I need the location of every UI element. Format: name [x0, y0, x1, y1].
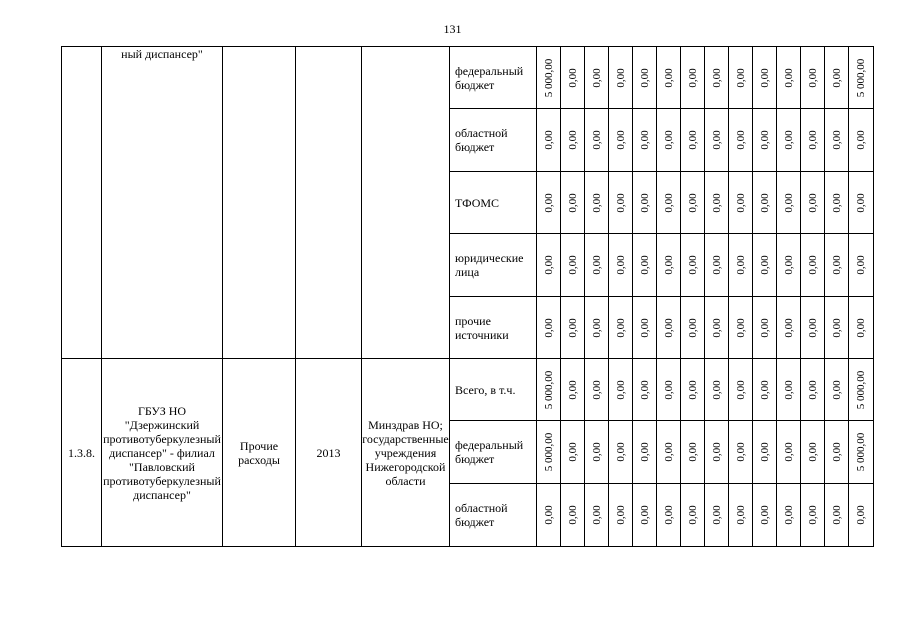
value-text: 0,00	[662, 379, 675, 400]
value-cell	[825, 359, 849, 421]
value-cell	[849, 109, 874, 172]
table-row	[62, 47, 874, 109]
value-cell	[777, 297, 801, 359]
executor	[362, 47, 450, 359]
value-text: 0,00	[590, 255, 603, 275]
value-text: 0,00	[734, 442, 747, 462]
year: 2013	[296, 359, 362, 547]
funding-source: областной бюджет	[450, 109, 537, 172]
value-text: 0,00	[686, 442, 699, 462]
value-cell	[633, 172, 657, 234]
value-text: 0,00	[566, 379, 579, 400]
value-cell	[825, 297, 849, 359]
value-cell	[705, 109, 729, 172]
funding-source: ТФОМС	[450, 172, 537, 234]
value-text: 0,00	[686, 505, 699, 525]
value-text: 0,00	[686, 67, 699, 88]
value-cell	[585, 297, 609, 359]
value-cell	[729, 109, 753, 172]
value-cell	[753, 297, 777, 359]
value-text: 5 000,00	[542, 432, 555, 472]
value-text: 0,00	[566, 255, 579, 275]
value-cell	[849, 484, 874, 547]
expense-type	[223, 47, 296, 359]
value-text: 0,00	[638, 505, 651, 525]
value-cell	[705, 421, 729, 484]
value-cell	[777, 234, 801, 297]
value-text: 0,00	[710, 67, 723, 88]
value-text: 0,00	[830, 379, 843, 400]
value-text: 0,00	[710, 505, 723, 525]
value-cell	[633, 484, 657, 547]
value-text: 0,00	[662, 505, 675, 525]
value-cell	[681, 47, 705, 109]
value-cell	[585, 484, 609, 547]
value-cell	[849, 297, 874, 359]
value-cell	[561, 172, 585, 234]
value-cell	[753, 109, 777, 172]
value-cell	[705, 47, 729, 109]
value-cell	[849, 421, 874, 484]
value-text: 0,00	[758, 255, 771, 275]
value-text: 0,00	[830, 505, 843, 525]
value-text: 0,00	[542, 317, 555, 338]
value-text: 0,00	[638, 255, 651, 275]
value-text: 0,00	[614, 442, 627, 462]
value-cell	[825, 421, 849, 484]
value-cell	[609, 234, 633, 297]
value-cell	[825, 172, 849, 234]
page-number: 131	[443, 22, 462, 36]
value-text: 0,00	[566, 505, 579, 525]
value-text: 0,00	[638, 379, 651, 400]
value-text: 0,00	[662, 442, 675, 462]
value-text: 0,00	[782, 67, 795, 88]
value-cell	[801, 359, 825, 421]
value-text: 0,00	[662, 67, 675, 88]
value-cell	[657, 359, 681, 421]
value-text: 0,00	[614, 130, 627, 150]
value-text: 5 000,00	[855, 432, 867, 472]
value-cell	[801, 421, 825, 484]
value-text: 0,00	[590, 67, 603, 88]
value-cell	[825, 484, 849, 547]
value-cell	[753, 421, 777, 484]
value-text: 0,00	[782, 255, 795, 275]
funding-source: прочие источники	[450, 297, 537, 359]
value-cell	[633, 297, 657, 359]
value-cell	[849, 47, 874, 109]
value-cell	[657, 297, 681, 359]
value-text: 0,00	[782, 130, 795, 150]
value-text: 0,00	[782, 505, 795, 525]
value-text: 0,00	[830, 192, 843, 213]
value-cell	[561, 297, 585, 359]
value-cell	[537, 297, 561, 359]
funding-source: юридические лица	[450, 234, 537, 297]
value-text: 0,00	[566, 67, 579, 88]
value-text: 0,00	[734, 255, 747, 275]
value-cell	[729, 172, 753, 234]
table-row	[62, 359, 874, 421]
value-text: 0,00	[590, 192, 603, 213]
value-cell	[609, 297, 633, 359]
value-cell	[681, 421, 705, 484]
value-text: 0,00	[806, 255, 819, 275]
value-cell	[585, 172, 609, 234]
value-text: 0,00	[758, 379, 771, 400]
value-text: 0,00	[806, 192, 819, 213]
budget-table	[61, 46, 874, 547]
value-text: 5 000,00	[855, 58, 867, 97]
value-cell	[801, 109, 825, 172]
value-text: 0,00	[614, 379, 627, 400]
value-text: 0,00	[806, 442, 819, 462]
funding-source: федеральный бюджет	[450, 47, 537, 109]
value-text: 0,00	[590, 317, 603, 338]
value-text: 5 000,00	[542, 370, 555, 409]
value-text: 0,00	[590, 442, 603, 462]
value-text: 0,00	[686, 379, 699, 400]
value-text: 0,00	[566, 442, 579, 462]
item-number	[62, 47, 102, 359]
value-text: 0,00	[590, 130, 603, 150]
value-text: 0,00	[638, 192, 651, 213]
value-cell	[681, 172, 705, 234]
value-text: 0,00	[566, 130, 579, 150]
value-cell	[537, 172, 561, 234]
value-text: 0,00	[686, 130, 699, 150]
value-cell	[729, 234, 753, 297]
value-cell	[609, 484, 633, 547]
value-cell	[777, 421, 801, 484]
value-cell	[753, 359, 777, 421]
value-cell	[681, 109, 705, 172]
value-text: 0,00	[782, 317, 795, 338]
value-text: 0,00	[638, 317, 651, 338]
value-cell	[561, 109, 585, 172]
value-cell	[825, 234, 849, 297]
value-cell	[705, 297, 729, 359]
item-name: ный диспансер"	[102, 47, 223, 359]
value-text: 0,00	[830, 317, 843, 338]
value-cell	[609, 172, 633, 234]
value-text: 0,00	[614, 255, 627, 275]
value-cell	[681, 359, 705, 421]
value-cell	[801, 172, 825, 234]
value-cell	[537, 421, 561, 484]
value-text: 0,00	[806, 505, 819, 525]
value-cell	[561, 359, 585, 421]
value-cell	[585, 234, 609, 297]
value-cell	[705, 234, 729, 297]
value-text: 0,00	[855, 505, 867, 525]
value-cell	[777, 484, 801, 547]
value-cell	[657, 484, 681, 547]
value-text: 0,00	[614, 317, 627, 338]
value-cell	[633, 234, 657, 297]
value-text: 0,00	[855, 255, 867, 275]
value-text: 0,00	[542, 130, 555, 150]
value-text: 0,00	[614, 67, 627, 88]
value-text: 0,00	[566, 317, 579, 338]
value-text: 0,00	[734, 505, 747, 525]
value-cell	[753, 172, 777, 234]
value-text: 0,00	[686, 255, 699, 275]
value-text: 0,00	[734, 192, 747, 213]
value-cell	[825, 47, 849, 109]
value-text: 0,00	[734, 130, 747, 150]
value-cell	[777, 47, 801, 109]
value-cell	[657, 47, 681, 109]
value-cell	[681, 234, 705, 297]
value-cell	[609, 47, 633, 109]
value-text: 0,00	[782, 442, 795, 462]
value-cell	[585, 359, 609, 421]
expense-type: Прочие расходы	[223, 359, 296, 547]
value-cell	[729, 47, 753, 109]
value-cell	[777, 109, 801, 172]
value-cell	[537, 359, 561, 421]
value-text: 0,00	[806, 130, 819, 150]
value-cell	[681, 484, 705, 547]
value-text: 0,00	[782, 192, 795, 213]
value-cell	[753, 47, 777, 109]
value-cell	[729, 484, 753, 547]
value-cell	[609, 421, 633, 484]
value-text: 0,00	[686, 192, 699, 213]
value-text: 0,00	[734, 317, 747, 338]
value-text: 0,00	[710, 255, 723, 275]
value-text: 0,00	[686, 317, 699, 338]
value-text: 0,00	[855, 130, 867, 150]
value-cell	[681, 297, 705, 359]
value-text: 0,00	[566, 192, 579, 213]
value-cell	[801, 297, 825, 359]
value-cell	[657, 172, 681, 234]
funding-source: областной бюджет	[450, 484, 537, 547]
value-cell	[585, 47, 609, 109]
value-cell	[633, 359, 657, 421]
value-text: 0,00	[830, 130, 843, 150]
value-cell	[777, 359, 801, 421]
value-text: 5 000,00	[855, 370, 867, 409]
value-cell	[801, 234, 825, 297]
value-cell	[537, 47, 561, 109]
value-cell	[753, 234, 777, 297]
value-text: 0,00	[590, 379, 603, 400]
value-text: 0,00	[542, 505, 555, 525]
value-text: 0,00	[638, 67, 651, 88]
value-cell	[705, 484, 729, 547]
value-text: 0,00	[662, 317, 675, 338]
value-cell	[657, 234, 681, 297]
value-text: 0,00	[806, 379, 819, 400]
value-cell	[705, 359, 729, 421]
value-text: 0,00	[782, 379, 795, 400]
value-text: 0,00	[638, 130, 651, 150]
value-text: 0,00	[855, 192, 867, 213]
value-cell	[609, 109, 633, 172]
executor: Минздрав НО; государственные учреждения Нижегородской области	[362, 359, 450, 547]
value-cell	[729, 359, 753, 421]
value-cell	[585, 421, 609, 484]
value-cell	[537, 484, 561, 547]
value-cell	[729, 297, 753, 359]
value-cell	[753, 484, 777, 547]
value-text: 0,00	[662, 255, 675, 275]
value-text: 0,00	[542, 192, 555, 213]
value-cell	[657, 109, 681, 172]
value-text: 0,00	[542, 255, 555, 275]
value-text: 0,00	[806, 67, 819, 88]
value-cell	[801, 47, 825, 109]
value-cell	[633, 47, 657, 109]
value-text: 0,00	[734, 67, 747, 88]
value-text: 0,00	[830, 255, 843, 275]
value-cell	[537, 109, 561, 172]
value-text: 0,00	[662, 192, 675, 213]
value-text: 0,00	[662, 130, 675, 150]
value-text: 0,00	[710, 130, 723, 150]
value-cell	[849, 359, 874, 421]
value-cell	[561, 234, 585, 297]
value-cell	[561, 484, 585, 547]
value-text: 0,00	[710, 317, 723, 338]
value-text: 0,00	[855, 317, 867, 338]
value-cell	[633, 109, 657, 172]
value-cell	[705, 172, 729, 234]
value-text: 0,00	[590, 505, 603, 525]
funding-source: федеральный бюджет	[450, 421, 537, 484]
value-cell	[729, 421, 753, 484]
value-cell	[585, 109, 609, 172]
value-text: 0,00	[734, 379, 747, 400]
value-cell	[801, 484, 825, 547]
item-number: 1.3.8.	[62, 359, 102, 547]
value-cell	[609, 359, 633, 421]
value-text: 0,00	[638, 442, 651, 462]
value-text: 0,00	[710, 192, 723, 213]
value-text: 5 000,00	[542, 58, 555, 97]
value-text: 0,00	[806, 317, 819, 338]
value-text: 0,00	[614, 505, 627, 525]
value-text: 0,00	[710, 442, 723, 462]
value-text: 0,00	[758, 317, 771, 338]
value-cell	[633, 421, 657, 484]
value-text: 0,00	[830, 442, 843, 462]
value-text: 0,00	[614, 192, 627, 213]
value-text: 0,00	[758, 192, 771, 213]
year	[296, 47, 362, 359]
value-cell	[849, 234, 874, 297]
value-text: 0,00	[758, 442, 771, 462]
value-cell	[657, 421, 681, 484]
value-text: 0,00	[710, 379, 723, 400]
value-cell	[561, 421, 585, 484]
value-text: 0,00	[758, 505, 771, 525]
value-cell	[777, 172, 801, 234]
item-name: ГБУЗ НО "Дзержинский противотуберкулезный диспансер" - филиал "Павловский противотуберкулезный диспансер"	[102, 359, 223, 547]
value-text: 0,00	[830, 67, 843, 88]
value-text: 0,00	[758, 130, 771, 150]
value-cell	[825, 109, 849, 172]
value-cell	[849, 172, 874, 234]
value-cell	[537, 234, 561, 297]
funding-source: Всего, в т.ч.	[450, 359, 537, 421]
value-cell	[561, 47, 585, 109]
value-text: 0,00	[758, 67, 771, 88]
